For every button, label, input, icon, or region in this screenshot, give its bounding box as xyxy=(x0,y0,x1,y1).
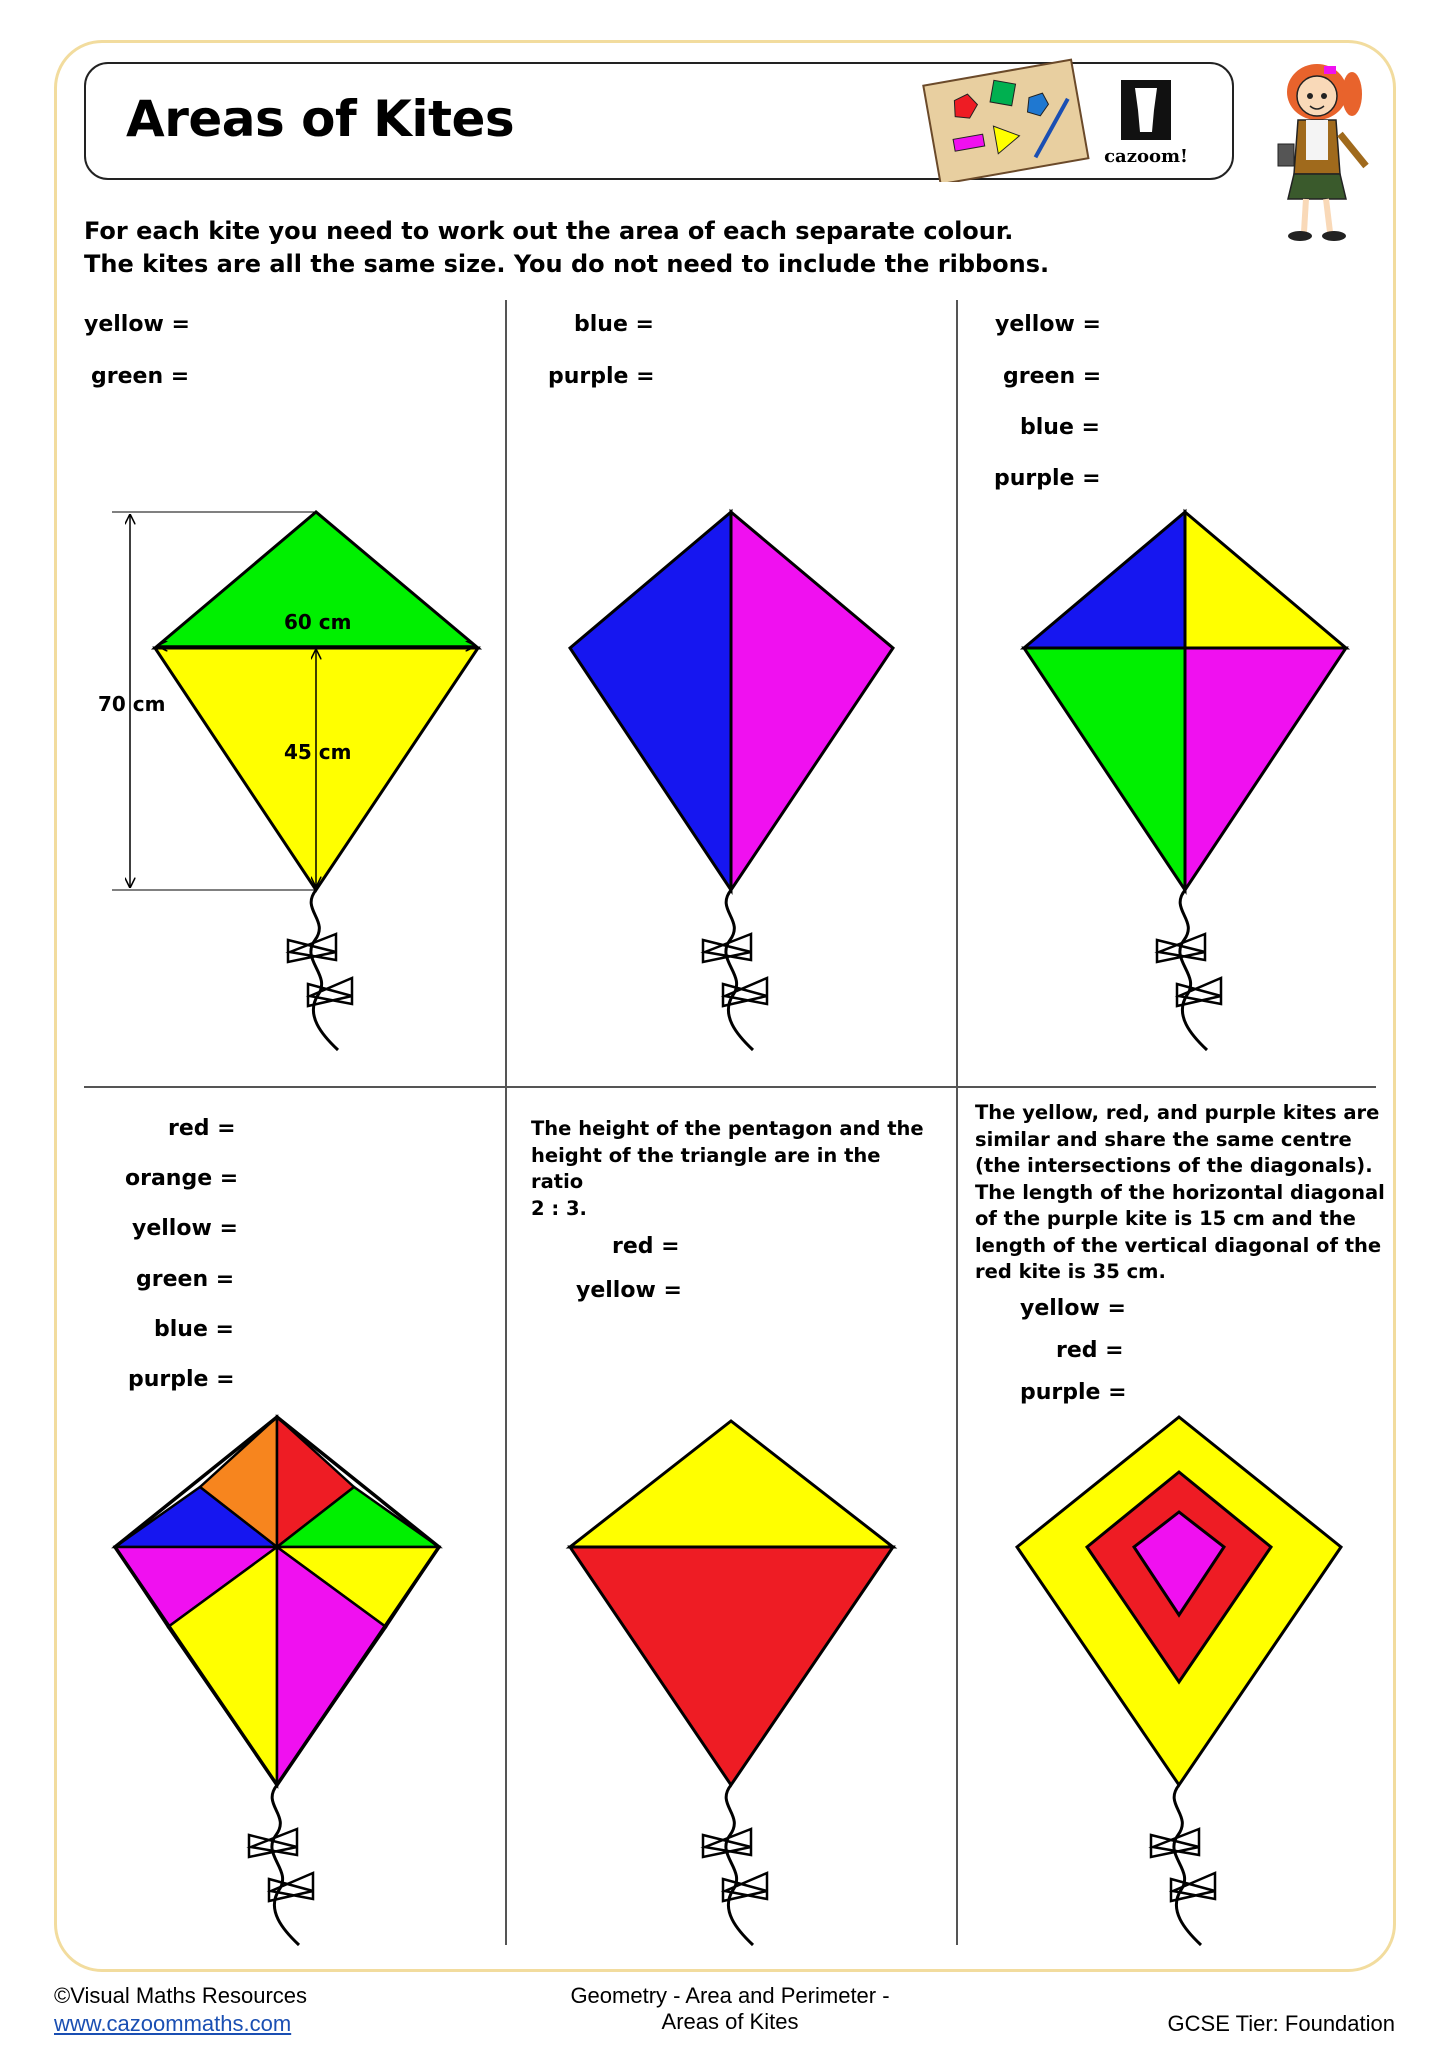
kite6-prompt-line-1: The yellow, red, and purple kites are xyxy=(975,1101,1380,1124)
kite5-yellow-region xyxy=(570,1421,893,1547)
footer-tier: GCSE Tier: Foundation xyxy=(1167,2011,1395,2036)
kite3-yellow-region xyxy=(1185,512,1346,648)
page-title: Areas of Kites xyxy=(126,90,515,148)
kite6-prompt-line-3: (the intersections of the diagonals). xyxy=(975,1154,1373,1177)
kite6-prompt-line-5: of the purple kite is 15 cm and the xyxy=(975,1207,1356,1230)
kite4-label-red: red = xyxy=(168,1116,236,1141)
footer-topic-line-1: Geometry - Area and Perimeter - xyxy=(570,1983,890,2008)
kite5-label-red: red = xyxy=(612,1234,680,1259)
footer-topic-line-2: Areas of Kites xyxy=(661,2009,799,2034)
kite1-ribbon xyxy=(311,890,338,1050)
kite5-label-yellow: yellow = xyxy=(576,1278,682,1303)
kite4-label-purple: purple = xyxy=(128,1367,235,1392)
kite5-prompt-line-3: 2 : 3. xyxy=(531,1196,587,1220)
kite6-diagram xyxy=(956,1087,1396,1967)
kite3-label-green: green = xyxy=(1003,364,1102,389)
kite1-label-yellow: yellow = xyxy=(84,312,190,337)
kite5-prompt-line-1: The height of the pentagon and the xyxy=(531,1117,924,1140)
footer-copyright: ©Visual Maths Resources xyxy=(54,1983,308,2008)
kite3-label-blue: blue = xyxy=(1020,415,1100,440)
kite2-label-blue: blue = xyxy=(574,312,654,337)
kite3-label-purple: purple = xyxy=(994,466,1101,491)
kite2-label-purple: purple = xyxy=(548,364,655,389)
kite2-purple-region xyxy=(731,512,893,890)
kite5-prompt-line-2: height of the triangle are in the ratio xyxy=(531,1143,881,1193)
kite1-label-green: green = xyxy=(91,364,190,389)
kite2-diagram xyxy=(505,0,956,1080)
kite6-prompt-line-2: similar and share the same centre xyxy=(975,1127,1352,1151)
kite1-dim-width: 60 cm xyxy=(284,610,352,634)
kite2-blue-region xyxy=(570,512,731,890)
kite3-green-region xyxy=(1024,648,1185,890)
instruction-line-1: For each kite you need to work out the area of each separate colour. xyxy=(84,217,1014,245)
kite6-label-yellow: yellow = xyxy=(1020,1296,1126,1321)
kite4-label-orange: orange = xyxy=(125,1166,239,1191)
kite5-red-region xyxy=(570,1547,893,1785)
kite3-purple-region xyxy=(1185,648,1346,890)
kite1-diagram xyxy=(0,0,505,1080)
kite3-diagram xyxy=(956,0,1396,1080)
footer-website-link[interactable] xyxy=(54,2011,291,2037)
instruction-line-2: The kites are all the same size. You do not need to include the ribbons. xyxy=(84,250,1050,278)
kite1-dim-height: 70 cm xyxy=(98,692,166,716)
kite4-label-yellow: yellow = xyxy=(132,1216,238,1241)
kite1-dim-lower: 45 cm xyxy=(284,740,352,764)
kite3-label-yellow: yellow = xyxy=(995,312,1101,337)
kite6-label-purple: purple = xyxy=(1020,1380,1127,1405)
kite3-blue-region xyxy=(1024,512,1185,648)
kite6-prompt-line-7: red kite is 35 cm. xyxy=(975,1260,1166,1283)
kite6-label-red: red = xyxy=(1056,1338,1124,1363)
kite6-prompt-line-4: The length of the horizontal diagonal xyxy=(975,1180,1385,1204)
kite4-label-green: green = xyxy=(136,1267,235,1292)
kite4-diagram xyxy=(0,1087,505,1967)
kite4-label-blue: blue = xyxy=(154,1317,234,1342)
website-link[interactable]: www.cazoommaths.com xyxy=(54,2011,292,2036)
kite5-diagram xyxy=(505,1087,956,1967)
kite6-prompt-line-6: length of the vertical diagonal of the xyxy=(975,1233,1382,1257)
footer-topic xyxy=(520,1983,940,2035)
brand-name: cazoom! xyxy=(1104,146,1188,167)
